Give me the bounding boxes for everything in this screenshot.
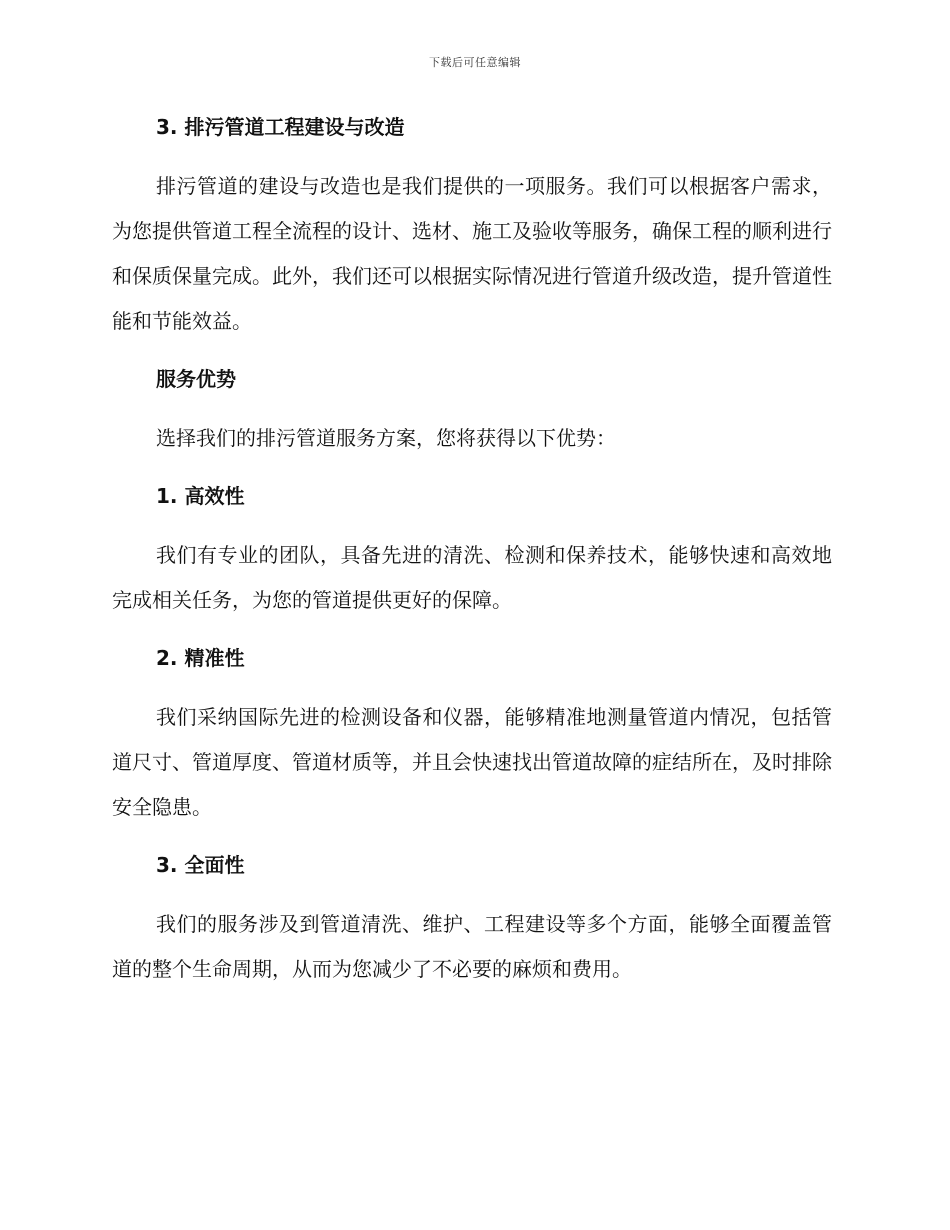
document-body xyxy=(112,110,832,992)
section-paragraph-pipeline-construction: 排污管道的建设与改造也是我们提供的一项服务。我们可以根据客户需求，为您提供管道工程全流程的设计、选材、施工及验收等服务，确保工程的顺利进行和保质保量完成。此外，我们还可以根据实际情况进行管道升级改造，提升管道性能和节能效益。 xyxy=(112,174,832,333)
section-heading-service-advantages: 服务优势 xyxy=(156,367,236,391)
section-paragraph-service-advantages: 选择我们的排污管道服务方案，您将获得以下优势： xyxy=(156,426,616,450)
section-paragraph-efficiency: 我们有专业的团队，具备先进的清洗、检测和保养技术，能够快速和高效地完成相关任务，为您的管道提供更好的保障。 xyxy=(112,543,832,612)
header-note: 下载后可任意编辑 xyxy=(429,56,521,69)
section-heading-efficiency: 1. 高效性 xyxy=(156,484,245,508)
section-paragraph-comprehensiveness: 我们的服务涉及到管道清洗、维护、工程建设等多个方面，能够全面覆盖管道的整个生命周期，从而为您减少了不必要的麻烦和费用。 xyxy=(112,912,832,981)
section-heading-pipeline-construction: 3. 排污管道工程建设与改造 xyxy=(156,115,405,139)
section-paragraph-precision: 我们采纳国际先进的检测设备和仪器，能够精准地测量管道内情况，包括管道尺寸、管道厚度、管道材质等，并且会快速找出管道故障的症结所在，及时排除安全隐患。 xyxy=(112,705,832,819)
section-heading-comprehensiveness: 3. 全面性 xyxy=(156,853,245,877)
section-heading-precision: 2. 精准性 xyxy=(156,646,245,670)
